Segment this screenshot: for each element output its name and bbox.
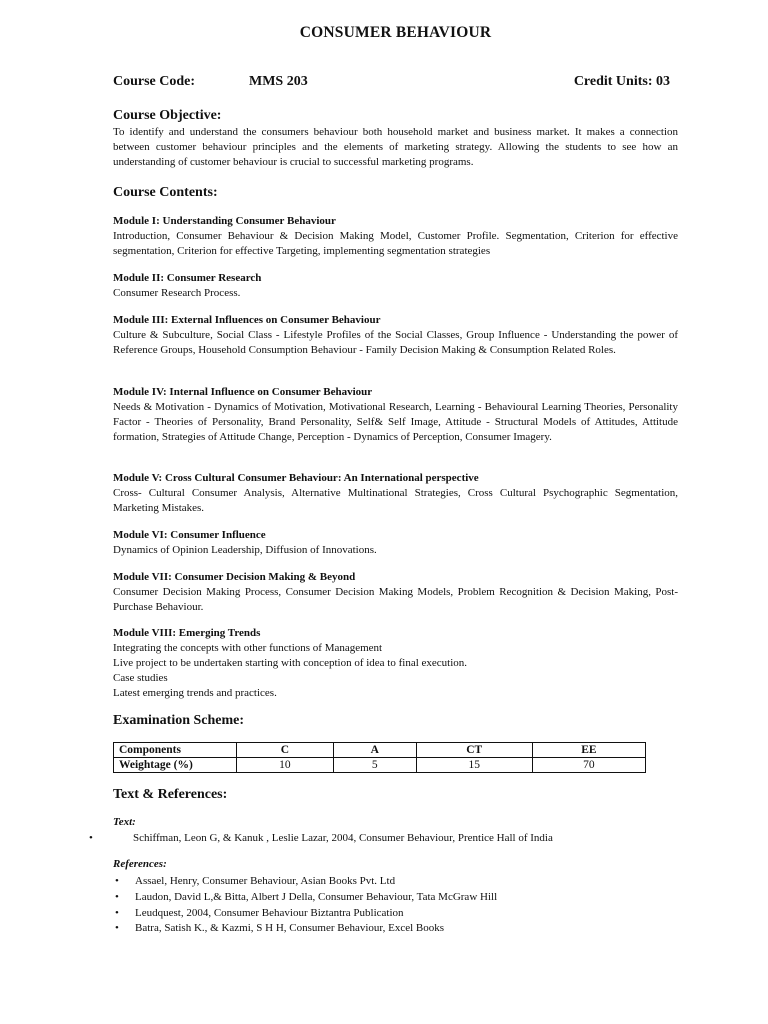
list-item-text: Batra, Satish K., & Kazmi, S H H, Consumer Behaviour, Excel Books (135, 922, 445, 934)
text-subheading: Text: (113, 816, 136, 828)
bullet-icon: • (115, 907, 119, 919)
module-text: Consumer Research Process. (113, 287, 241, 299)
module-7 (113, 570, 678, 615)
table-cell: 15 (416, 758, 532, 773)
module-6 (113, 528, 678, 558)
module-1 (113, 214, 678, 259)
module-title: Module V: Cross Cultural Consumer Behaviour: An International perspective (113, 472, 479, 484)
table-header-cell: C (237, 743, 334, 758)
table-cell: 5 (333, 758, 416, 773)
module-2 (113, 271, 678, 301)
table-header-cell: A (333, 743, 416, 758)
refs-heading: Text & References: (113, 787, 228, 802)
exam-heading: Examination Scheme: (113, 713, 245, 728)
table-row (114, 743, 646, 758)
module-text: Needs & Motivation - Dynamics of Motivation, Motivational Research, Learning - Behavioural Learning Theories, Personality Factor - Theories of Personality, Brand Personality, Self& Self Image, Attitude - Structural Models of Attitudes, Attitude formation, Strategies of Attitude Change, Perception - Dynamics of Perception, Consumer Imagery. (113, 401, 678, 443)
module-text: Cross- Cultural Consumer Analysis, Alternative Multinational Strategies, Cross Cultural Psychographic Segmentation, Marketing Mistakes. (113, 487, 678, 514)
table-row (114, 758, 646, 773)
objective-text: To identify and understand the consumers behaviour both household market and business market. It makes a connection between customer behaviour principles and the elements of marketing strategy. Allowing the students to see how an understanding of customer behaviour is crucial to successful marketing programs. (113, 126, 678, 168)
module-3 (113, 313, 678, 358)
table-cell: Weightage (%) (114, 758, 237, 773)
module-text: Culture & Subculture, Social Class - Lifestyle Profiles of the Social Classes, Group Influence - Understanding the power of Reference Groups, Household Consumption Behaviour - Family Decision Making & Consumption Related Roles. (113, 329, 678, 356)
list-item-text: Laudon, David L,& Bitta, Albert J Della, Consumer Behaviour, Tata McGraw Hill (135, 891, 498, 903)
module-line: Case studies (113, 672, 168, 684)
objective-heading: Course Objective: (113, 108, 222, 123)
module-8 (113, 626, 678, 701)
module-title: Module VIII: Emerging Trends (113, 627, 261, 639)
module-title: Module IV: Internal Influence on Consumer Behaviour (113, 386, 373, 398)
bullet-icon: • (115, 875, 119, 887)
examination-table (113, 742, 646, 773)
module-line: Latest emerging trends and practices. (113, 687, 277, 699)
module-text: Introduction, Consumer Behaviour & Decision Making Model, Customer Profile. Segmentation, Criterion for effective segmentation, Criterion for effective Targeting, implementing segmentation strategies (113, 230, 678, 257)
page-title: CONSUMER BEHAVIOUR (299, 24, 492, 41)
module-title: Module II: Consumer Research (113, 272, 262, 284)
module-line: Integrating the concepts with other functions of Management (113, 642, 383, 654)
course-code-value: MMS 203 (249, 74, 308, 89)
bullet-icon: • (115, 922, 119, 934)
list-item-text: Schiffman, Leon G, & Kanuk , Leslie Lazar, 2004, Consumer Behaviour, Prentice Hall of India (133, 832, 553, 844)
module-title: Module I: Understanding Consumer Behaviour (113, 215, 336, 227)
module-5 (113, 471, 678, 516)
course-code-label: Course Code: (113, 74, 196, 89)
bullet-icon: • (89, 832, 93, 844)
contents-heading: Course Contents: (113, 185, 218, 200)
module-title: Module VI: Consumer Influence (113, 529, 266, 541)
list-item-text: Assael, Henry, Consumer Behaviour, Asian Books Pvt. Ltd (135, 875, 396, 887)
list-item-text: Leudquest, 2004, Consumer Behaviour Biztantra Publication (135, 907, 404, 919)
table-header-cell: EE (532, 743, 645, 758)
module-4 (113, 385, 678, 445)
bullet-icon: • (115, 891, 119, 903)
table-cell: 70 (532, 758, 645, 773)
course-code-row (113, 74, 678, 94)
module-text (113, 641, 678, 701)
module-title: Module III: External Influences on Consumer Behaviour (113, 314, 381, 326)
table-header-cell: CT (416, 743, 532, 758)
module-text: Consumer Decision Making Process, Consumer Decision Making Models, Problem Recognition & Decision Making, Post-Purchase Behaviour. (113, 586, 678, 613)
credit-units: Credit Units: 03 (573, 74, 670, 89)
module-title: Module VII: Consumer Decision Making & Beyond (113, 571, 356, 583)
table-cell: Components (114, 743, 237, 758)
references-subheading: References: (113, 858, 167, 870)
module-text: Dynamics of Opinion Leadership, Diffusion of Innovations. (113, 544, 377, 556)
table-cell: 10 (237, 758, 334, 773)
module-line: Live project to be undertaken starting with conception of idea to final execution. (113, 657, 468, 669)
